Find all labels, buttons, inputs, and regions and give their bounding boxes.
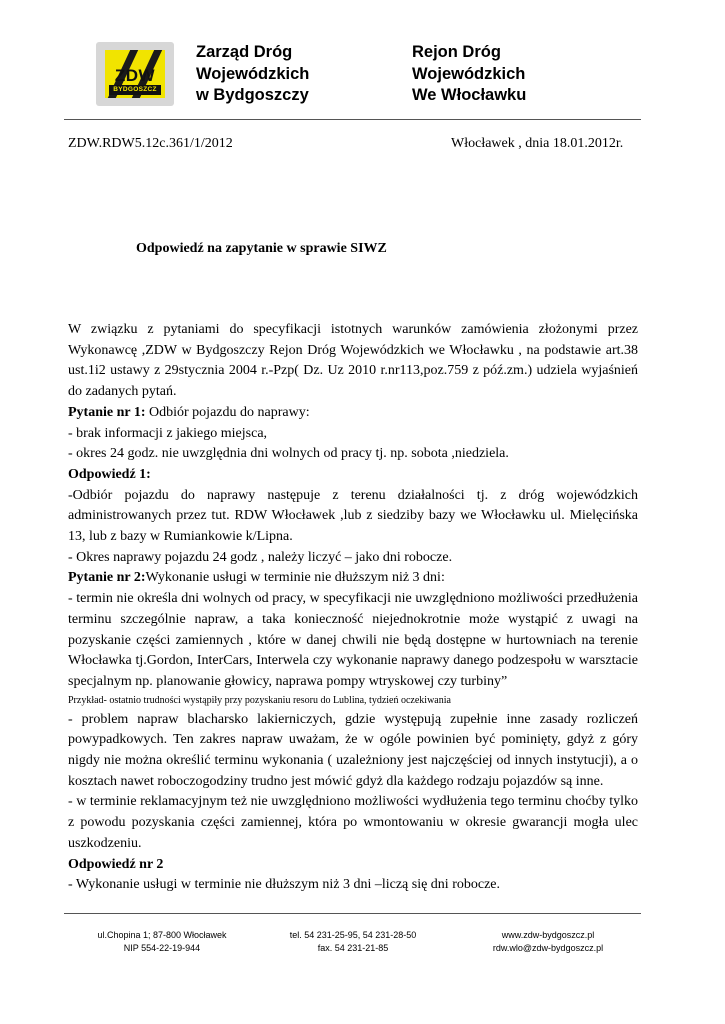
footer-web <box>472 929 624 954</box>
place-date: Włocławek , dnia 18.01.2012r. <box>451 136 624 151</box>
logo-subtext: BYDGOSZCZ <box>109 85 161 95</box>
footer-phone <box>283 929 423 954</box>
answer-1-item: - Okres naprawy pojazdu 24 godz , należy liczyć – jako dni robocze. <box>68 549 453 565</box>
footer-address <box>92 929 232 954</box>
footer-email: rdw.wlo@zdw-bydgoszcz.pl <box>492 942 604 953</box>
question-2 <box>68 568 638 589</box>
header-divider <box>64 119 641 120</box>
question-2-label: Pytanie nr 2: <box>68 570 146 586</box>
org-right-line: Wojewódzkich <box>412 64 526 83</box>
footer-nip: NIP 554-22-19-944 <box>123 942 201 953</box>
question-2-item: - problem napraw blacharsko lakierniczych, gdzie występują zupełnie inne zasady rozliczeń powypadkowych. Ten zakres napraw uważam, że w ogóle powinien być pominięty, gdyż z góry nigdy nie można określić terminu wykonania ( uzależniony jest najczęściej od innych instytucji), a o kosztach nawet roboczogodziny trudno jest mówić gdyż dla każdego rodzaju pojazdów są inne. <box>68 711 638 789</box>
reference-number: ZDW.RDW5.12c.361/1/2012 <box>68 136 233 151</box>
org-name-left <box>196 42 309 107</box>
question-1-item: - okres 24 godz. nie uwzględnia dni wolnych od pracy tj. np. sobota ,niedziela. <box>68 446 509 462</box>
footer-website: www.zdw-bydgoszcz.pl <box>501 930 595 940</box>
answer-2-text: - Wykonanie usługi w terminie nie dłuższym niż 3 dni –liczą się dni robocze. <box>68 877 501 893</box>
question-1-item: - brak informacji z jakiego miejsca, <box>68 425 268 441</box>
answer-1-label: Odpowiedź 1: <box>68 466 151 482</box>
org-right-line: Rejon Dróg <box>412 43 501 61</box>
question-2-item: - termin nie określa dni wolnych od pracy, w specyfikacji nie uwzględniono możliwości przedłużenia terminu szczególnie napraw, a taka konieczność niejednokrotnie może wystąpić z uwagi na pozyskanie części zamiennych , które w danej chwili nie będą dostępne w hurtowniach na terenie Włocławka tj.Gordon, InterCars, Interwela czy wykonanie naprawy danego podzespołu w warsztacie specjalnym np. planowanie głowicy, naprawa pompy wtryskowej czy turbiny” <box>68 591 638 689</box>
org-left-line: Zarząd Dróg <box>196 43 293 61</box>
answer-1-item: -Odbiór pojazdu do naprawy następuje z terenu działalności tj. z dróg wojewódzkich administrowanych przez tut. RDW Włocławek ,lub z siedziby bazy we Włocławku ul. Mielęcińska 13, lub z bazy w Rumiankowie k/Lipna. <box>68 487 638 545</box>
org-left-line: Wojewódzkich <box>196 64 310 83</box>
footer-divider <box>64 913 641 914</box>
logo-yellow-field <box>105 50 165 98</box>
org-name-right <box>412 42 526 107</box>
question-1-text: Odbiór pojazdu do naprawy: <box>145 404 310 420</box>
answer-2-label: Odpowiedź nr 2 <box>68 856 164 872</box>
question-1 <box>68 403 638 424</box>
footer-address-line: ul.Chopina 1; 87-800 Włocławek <box>97 930 227 940</box>
zdw-logo <box>96 42 174 106</box>
footer-fax: fax. 54 231-21-85 <box>317 942 389 953</box>
footer-tel: tel. 54 231-25-95, 54 231-28-50 <box>289 930 417 940</box>
intro-paragraph: W związku z pytaniami do specyfikacji istotnych warunków zamówienia złożonymi przez Wykonawcę ,ZDW w Bydgoszczy Rejon Dróg Wojewódzkich we Włocławku , na podstawie art.38 ust.1i2 ustawy z 29stycznia 2004 r.-Pzp( Dz. Uz 2010 r.nr113,poz.759 z póź.zm.) udziela wyjaśnień do zadanych pytań. <box>68 322 638 400</box>
question-2-note: Przykład- ostatnio trudności wystąpiły przy pozyskaniu resoru do Lublina, tydzień oczekiwania <box>68 694 451 706</box>
org-right-line: We Włocławku <box>412 86 527 104</box>
document-subject: Odpowiedź na zapytanie w sprawie SIWZ <box>136 241 387 256</box>
org-left-line: w Bydgoszczy <box>196 86 309 104</box>
logo-text: ZDW <box>114 66 156 85</box>
question-1-label: Pytanie nr 1: <box>68 404 146 420</box>
question-2-text: Wykonanie usługi w terminie nie dłuższym niż 3 dni: <box>145 570 445 586</box>
question-2-item: - w terminie reklamacyjnym też nie uwzględniono możliwości wydłużenia tego terminu choćby tylko z powodu pozyskania części zamiennej, która po wmontowaniu w okresie gwarancji mogła ulec uszkodzeniu. <box>68 794 638 851</box>
document-body <box>68 320 638 896</box>
